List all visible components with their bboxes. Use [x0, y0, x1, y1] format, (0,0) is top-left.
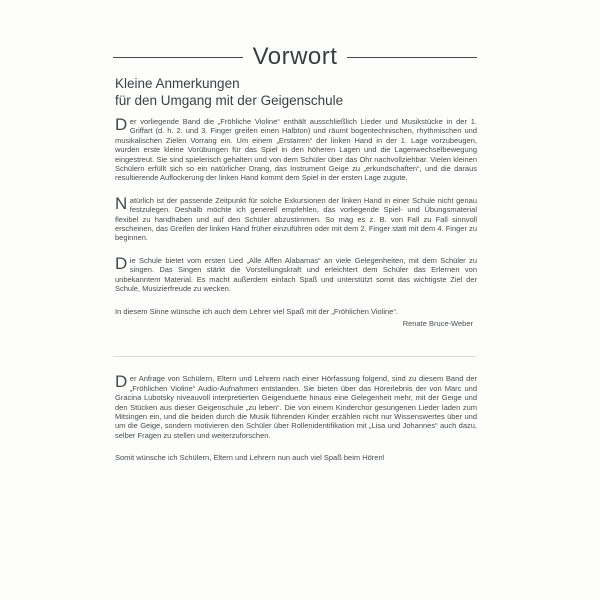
paragraph-1	[115, 117, 477, 183]
paragraph-2-text: atürlich ist der passende Zeitpunkt für solche Exkursionen der linken Hand in einer Schule nicht genau festzulegen. Deshalb möchte ich generell empfehlen, das vorliegende Spiel- und Übungsmaterial flexibel zu handhaben und auf den Schüler abzustimmen. So mag es z. B. von Fall zu Fall sinnvoll erscheinen, das Greifen der linken Hand früher einzuführen oder mit dem 2. Finger statt mit dem 4. Finger zu beginnen.	[115, 195, 477, 243]
drop-cap-4: D	[115, 372, 128, 392]
page-title: Vorwort	[252, 43, 338, 70]
drop-cap-2: N	[115, 193, 128, 213]
title-rule-right	[347, 57, 477, 58]
paragraph-2	[115, 193, 477, 243]
drop-cap-3: D	[115, 253, 128, 273]
paragraph-3	[115, 253, 477, 294]
paragraph-4	[115, 374, 477, 440]
paragraph-1-text: er vorliegende Band die „Fröhliche Violine“ enthält ausschließlich Lieder und Musikstücke in der 1. Griffart (d. h. 2. und 3. Finger greifen einen Halbton) und räumt bogentechnischen, rhythmischen und musikalischen Zielen Vorrang ein. Um einem „Erstarren“ der linken Hand in der 1. Lage vorzubeugen, wurden erste kleine Vorübungen für das Spiel in den höheren Lagen und die Lagenwechselbewegung eingestreut. Sie sind spielerisch gehalten und von dem Schüler über das Ohr nachvollziehbar. Vielen kleinen Schülern erfüllt sich so ein natürlicher Drang, das Instrument Geige zu „erkundschaften“, und die daraus resultierende Auflockerung der linken Hand kommt dem Spiel in der ersten Lage zugute.	[115, 117, 477, 183]
paragraph-4-text: er Anfrage von Schülern, Eltern und Lehrern nach einer Hörfassung folgend, sind zu diesem Band der „Fröhlichen Violine“ Audio-Aufnahmen entstanden. Sie bieten über das Hörerlebnis der von Marc und Gracina Lubotsky niveauvoll interpretierten Geigenduette hinaus eine Gelegenheit mehr, mit der Geige und den Stücken aus dieser Geigenschule „zu leben“. Die von einem Kinderchor gesungenen Lieder laden zum Mitsingen ein, und die beiden durch die Musik führenden Kinder erzählen nicht nur Wissenswertes über und um die Geige, sondern motivieren den Schüler über Rollenidentifikation mit „Lisa und Johannes“ auch dazu, selber Fragen zu stellen und weiterzuforschen.	[115, 374, 477, 440]
final-line: Somit wünsche ich Schülern, Eltern und Lehrern nun auch viel Spaß beim Hören!	[115, 453, 385, 463]
drop-cap-1: D	[115, 115, 128, 134]
section-divider	[113, 356, 477, 357]
chapter-title-row	[113, 44, 477, 70]
author-signature: Renate Bruce-Weber	[402, 318, 473, 328]
subtitle	[115, 76, 477, 109]
subtitle-line-2: für den Umgang mit der Geigenschule	[115, 92, 344, 108]
subtitle-line-1: Kleine Anmerkungen	[115, 76, 240, 91]
page-content	[113, 0, 477, 463]
closing-line: In diesem Sinne wünsche ich auch dem Lehrer viel Spaß mit der „Fröhlichen Violine“.	[115, 306, 398, 316]
paragraph-3-text: ie Schule bietet vom ersten Lied „Alle Affen Alabamas“ an viele Gelegenheiten, mit dem Schüler zu singen. Das Singen stärkt die Vorstellungskraft und erleichtert dem Schüler das Erlernen von unbekanntem Material. Es macht außerdem einfach Spaß und unterstützt somit das wichtigste Ziel der Schule, Musizierfreude zu wecken.	[115, 255, 477, 294]
title-rule-left	[113, 57, 243, 58]
